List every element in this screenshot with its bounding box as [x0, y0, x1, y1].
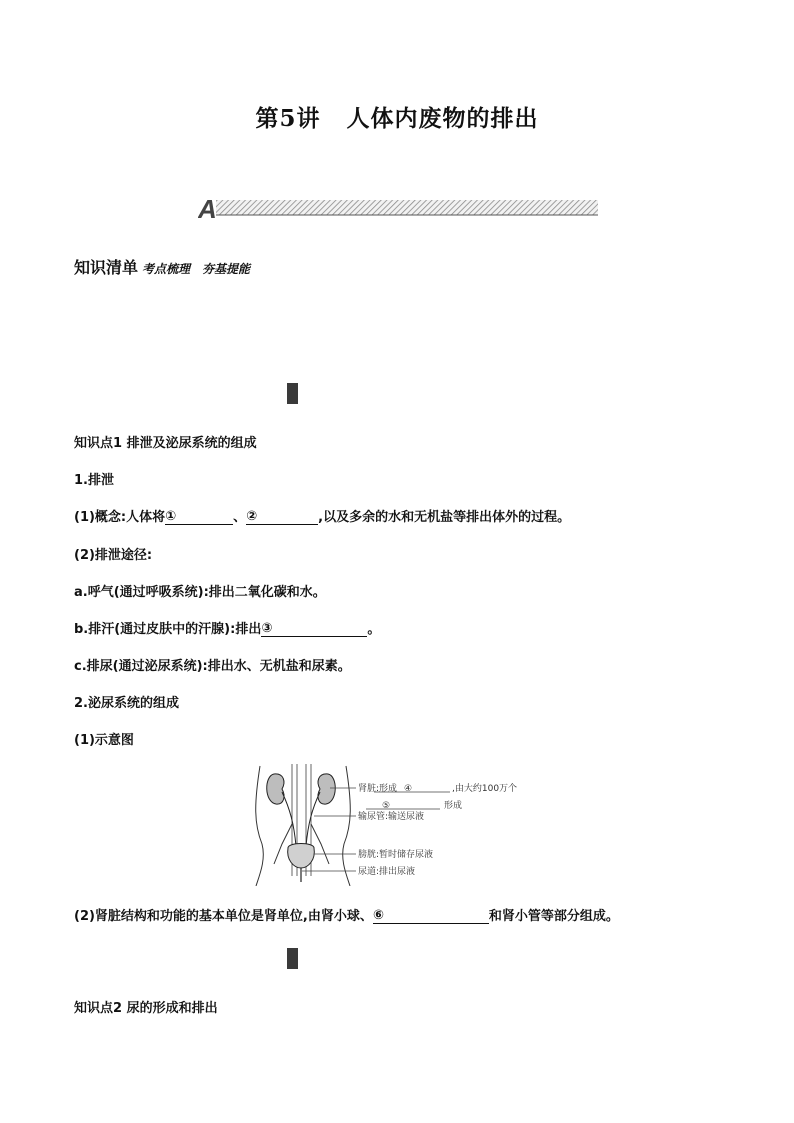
section-banner — [198, 196, 598, 220]
lecture-number: 第5讲 — [255, 105, 321, 132]
section-subtitle-1: 考点梳理 — [142, 262, 191, 276]
urethra-label: 尿道:排出尿液 — [358, 867, 416, 877]
blank-1[interactable] — [165, 509, 233, 525]
route-heading: (2)排泄途径: — [74, 548, 153, 563]
diagram-heading: (1)示意图 — [74, 733, 134, 748]
form-label: 形成 — [444, 801, 463, 811]
kp1-heading: 知识点1 排泄及泌尿系统的组成 — [74, 436, 257, 451]
blank-3-number: ③ — [261, 621, 273, 636]
blank-6-number: ⑥ — [372, 908, 384, 923]
route-a: a.呼气(通过呼吸系统):排出二氧化碳和水。 — [74, 585, 326, 600]
kidney-label-suffix: ,由大约100万个 — [452, 784, 518, 794]
urinary-system-diagram — [252, 764, 552, 886]
blank-3[interactable] — [261, 621, 367, 637]
kidney-icon — [267, 774, 336, 804]
route-c: c.排尿(通过泌尿系统):排出水、无机盐和尿素。 — [74, 659, 351, 674]
blank-4-number[interactable]: ④ — [404, 784, 413, 794]
blank-1-number: ① — [165, 509, 177, 524]
concept-separator: 、 — [233, 510, 247, 525]
blank-5-number[interactable]: ⑤ — [382, 801, 391, 811]
page-title — [0, 100, 794, 133]
blank-6[interactable] — [373, 908, 489, 924]
lecture-topic: 人体内废物的排出 — [346, 105, 539, 132]
section-marker-2 — [287, 948, 298, 969]
concept-line — [74, 506, 570, 525]
route-b-prefix: b.排汗(通过皮肤中的汗腺):排出 — [74, 622, 262, 637]
concept-prefix: (1)概念:人体将 — [74, 510, 166, 525]
section-main-title: 知识清单 — [74, 258, 139, 277]
kp1-s1-heading: 1.排泄 — [74, 473, 114, 488]
kp1-s2-heading: 2.泌尿系统的组成 — [74, 696, 179, 711]
concept-suffix: ,以及多余的水和无机盐等排出体外的过程。 — [318, 510, 571, 525]
banner-letter: A — [198, 196, 217, 220]
section-heading — [74, 255, 250, 278]
kp2-heading: 知识点2 尿的形成和排出 — [74, 1001, 218, 1016]
blank-2-number: ② — [246, 509, 258, 524]
ureter-label: 输尿管:输送尿液 — [358, 812, 425, 822]
nephron-suffix: 和肾小管等部分组成。 — [488, 909, 619, 924]
bladder-label: 膀胱:暂时储存尿液 — [358, 850, 434, 860]
section-subtitle-2: 夯基提能 — [202, 262, 251, 276]
blank-2[interactable] — [246, 509, 318, 525]
route-b-suffix: 。 — [367, 622, 381, 637]
route-b — [74, 618, 380, 637]
nephron-line — [74, 905, 619, 924]
section-marker-1 — [287, 383, 298, 404]
kidney-label-prefix: 肾脏:形成 — [358, 784, 398, 794]
nephron-prefix: (2)肾脏结构和功能的基本单位是肾单位,由肾小球、 — [74, 909, 373, 924]
ureter-icon — [282, 792, 320, 846]
